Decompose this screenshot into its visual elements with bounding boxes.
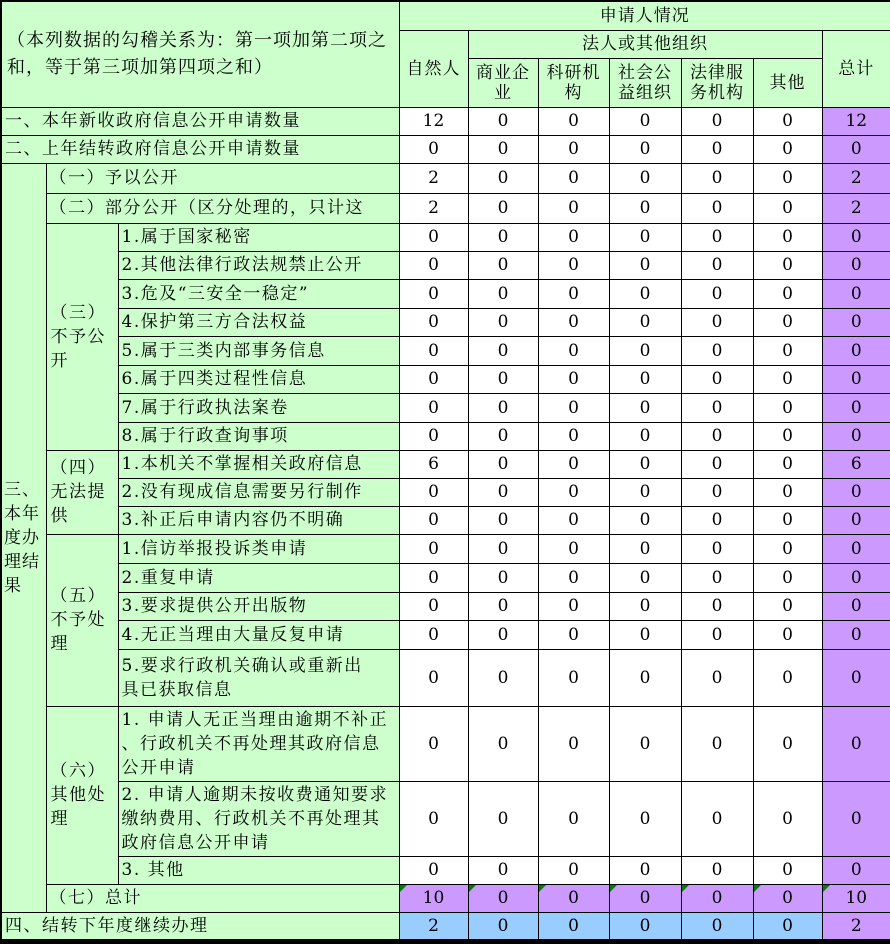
value-cell: 0 xyxy=(609,620,681,649)
header-legal-org: 法人或其他组织 xyxy=(468,30,822,58)
value-cell: 0 xyxy=(399,135,468,163)
value-cell: 0 xyxy=(753,563,822,592)
table-row xyxy=(1,193,890,223)
value-cell: 0 xyxy=(681,563,753,592)
value-cell: 0 xyxy=(468,223,538,251)
table-row xyxy=(1,706,890,781)
value-cell: 0 xyxy=(399,649,468,706)
value-cell: 0 xyxy=(753,365,822,393)
value-cell: 0 xyxy=(609,308,681,336)
value-cell: 0 xyxy=(538,107,609,135)
value-cell: 0 xyxy=(399,592,468,620)
value-cell: 0 xyxy=(753,620,822,649)
value-cell: 0 xyxy=(753,478,822,506)
row-item-label: 8.属于行政查询事项 xyxy=(118,422,399,450)
table-row xyxy=(1,279,890,308)
group-label: （四） 无法提 供 xyxy=(46,450,118,534)
total-cell: 0 xyxy=(822,135,890,163)
row-item-label: 6.属于四类过程性信息 xyxy=(118,365,399,393)
header-row-applicant xyxy=(1,1,890,30)
row-item-label: 3. 其他 xyxy=(118,856,399,884)
group-label: （五） 不予处 理 xyxy=(46,534,118,706)
value-cell: 0 xyxy=(538,279,609,308)
group-label: （六） 其他处 理 xyxy=(46,706,118,884)
value-cell: 0 xyxy=(681,450,753,478)
total-cell: 0 xyxy=(822,279,890,308)
table-row xyxy=(1,884,890,912)
group-label: （三） 不予公 开 xyxy=(46,223,118,450)
table-row xyxy=(1,620,890,649)
value-cell: 0 xyxy=(753,135,822,163)
value-cell: 0 xyxy=(681,856,753,884)
header-col-commercial-enterprise: 商业企业 xyxy=(468,58,538,107)
value-cell: 0 xyxy=(399,308,468,336)
value-cell: 0 xyxy=(609,135,681,163)
header-col-social-welfare-org: 社会公益组织 xyxy=(609,58,681,107)
total-cell: 10 xyxy=(822,884,890,912)
value-cell: 0 xyxy=(538,706,609,781)
total-cell: 6 xyxy=(822,450,890,478)
header-col-legal-service-org: 法律服务机构 xyxy=(681,58,753,107)
header-col-other: 其他 xyxy=(753,58,822,107)
value-cell: 0 xyxy=(538,781,609,856)
value-cell: 0 xyxy=(681,884,753,912)
value-cell: 0 xyxy=(753,649,822,706)
value-cell: 0 xyxy=(753,706,822,781)
value-cell: 0 xyxy=(399,781,468,856)
value-cell: 0 xyxy=(609,534,681,563)
value-cell: 0 xyxy=(538,592,609,620)
value-cell: 0 xyxy=(753,393,822,422)
value-cell: 0 xyxy=(681,251,753,279)
value-cell: 0 xyxy=(468,620,538,649)
total-cell: 0 xyxy=(822,649,890,706)
value-cell: 0 xyxy=(399,563,468,592)
value-cell: 0 xyxy=(468,279,538,308)
value-cell: 0 xyxy=(538,251,609,279)
value-cell: 0 xyxy=(468,365,538,393)
value-cell: 0 xyxy=(538,506,609,534)
value-cell: 0 xyxy=(399,279,468,308)
table-row xyxy=(1,649,890,706)
value-cell: 0 xyxy=(468,706,538,781)
table-row xyxy=(1,450,890,478)
value-cell: 0 xyxy=(681,279,753,308)
table-row xyxy=(1,478,890,506)
value-cell: 0 xyxy=(468,163,538,193)
value-cell: 0 xyxy=(399,393,468,422)
value-cell: 0 xyxy=(538,336,609,365)
row-item-label: 7.属于行政执法案卷 xyxy=(118,393,399,422)
value-cell: 0 xyxy=(609,336,681,365)
value-cell: 0 xyxy=(609,884,681,912)
value-cell: 0 xyxy=(538,393,609,422)
value-cell: 0 xyxy=(609,592,681,620)
value-cell: 0 xyxy=(468,336,538,365)
row-item-label: 1.信访举报投诉类申请 xyxy=(118,534,399,563)
row-item-label: 1. 申请人无正当理由逾期不补正 、行政机关不再处理其政府信息 公开申请 xyxy=(118,706,399,781)
value-cell: 0 xyxy=(468,478,538,506)
value-cell: 0 xyxy=(753,336,822,365)
table-row xyxy=(1,163,890,193)
value-cell: 0 xyxy=(468,912,538,941)
value-cell: 0 xyxy=(468,506,538,534)
value-cell: 0 xyxy=(538,163,609,193)
row-item-label: 4.保护第三方合法权益 xyxy=(118,308,399,336)
value-cell: 0 xyxy=(468,251,538,279)
value-cell: 0 xyxy=(609,393,681,422)
row-item-label: 3.补正后申请内容仍不明确 xyxy=(118,506,399,534)
row-item-label: 2.没有现成信息需要另行制作 xyxy=(118,478,399,506)
value-cell: 0 xyxy=(538,856,609,884)
value-cell: 0 xyxy=(399,336,468,365)
value-cell: 0 xyxy=(753,422,822,450)
value-cell: 0 xyxy=(468,884,538,912)
table-row xyxy=(1,422,890,450)
value-cell: 0 xyxy=(681,706,753,781)
table-row xyxy=(1,251,890,279)
total-cell: 2 xyxy=(822,912,890,941)
table-row xyxy=(1,534,890,563)
value-cell: 0 xyxy=(681,649,753,706)
value-cell: 0 xyxy=(681,506,753,534)
error-indicator-triangle-icon xyxy=(823,885,830,892)
value-cell: 0 xyxy=(538,193,609,223)
total-cell: 0 xyxy=(822,563,890,592)
value-cell: 0 xyxy=(538,912,609,941)
total-cell: 0 xyxy=(822,223,890,251)
value-cell: 0 xyxy=(681,534,753,563)
table-row xyxy=(1,912,890,941)
value-cell: 0 xyxy=(609,251,681,279)
total-cell: 2 xyxy=(822,193,890,223)
total-cell: 0 xyxy=(822,478,890,506)
row-item-label: 2. 申请人逾期未按收费通知要求 缴纳费用、行政机关不再处理其 政府信息公开申请 xyxy=(118,781,399,856)
row-item-label: 5.要求行政机关确认或重新出 具已获取信息 xyxy=(118,649,399,706)
table-row xyxy=(1,135,890,163)
value-cell: 6 xyxy=(399,450,468,478)
value-cell: 0 xyxy=(753,223,822,251)
value-cell: 0 xyxy=(538,649,609,706)
row-item-label: 2.重复申请 xyxy=(118,563,399,592)
value-cell: 10 xyxy=(399,884,468,912)
error-indicator-triangle-icon xyxy=(469,885,476,892)
value-cell: 0 xyxy=(399,478,468,506)
value-cell: 0 xyxy=(538,563,609,592)
table-row xyxy=(1,107,890,135)
header-natural-person: 自然人 xyxy=(399,30,468,107)
value-cell: 0 xyxy=(609,563,681,592)
value-cell: 0 xyxy=(753,163,822,193)
value-cell: 0 xyxy=(468,193,538,223)
header-applicant-situation: 申请人情况 xyxy=(399,1,890,30)
value-cell: 0 xyxy=(609,107,681,135)
value-cell: 12 xyxy=(399,107,468,135)
value-cell: 0 xyxy=(753,592,822,620)
value-cell: 0 xyxy=(399,534,468,563)
total-cell: 0 xyxy=(822,781,890,856)
total-cell: 0 xyxy=(822,365,890,393)
error-indicator-triangle-icon xyxy=(539,885,546,892)
total-cell: 0 xyxy=(822,534,890,563)
value-cell: 0 xyxy=(681,393,753,422)
value-cell: 0 xyxy=(468,450,538,478)
value-cell: 0 xyxy=(681,592,753,620)
row-item-label: 2.其他法律行政法规禁止公开 xyxy=(118,251,399,279)
row-item-label: 3.危及“三安全一稳定” xyxy=(118,279,399,308)
value-cell: 0 xyxy=(399,620,468,649)
header-total: 总计 xyxy=(822,30,890,107)
value-cell: 0 xyxy=(609,706,681,781)
value-cell: 0 xyxy=(538,422,609,450)
value-cell: 0 xyxy=(538,534,609,563)
value-cell: 0 xyxy=(609,365,681,393)
row-group-label-annual-results: 三、本年度办理结果 xyxy=(1,163,46,912)
value-cell: 0 xyxy=(753,781,822,856)
value-cell: 0 xyxy=(681,308,753,336)
value-cell: 0 xyxy=(399,422,468,450)
table-row xyxy=(1,308,890,336)
value-cell: 0 xyxy=(538,365,609,393)
value-cell: 0 xyxy=(681,781,753,856)
value-cell: 0 xyxy=(681,336,753,365)
value-cell: 0 xyxy=(681,912,753,941)
total-cell: 0 xyxy=(822,706,890,781)
value-cell: 0 xyxy=(753,107,822,135)
row-item-label: 3.要求提供公开出版物 xyxy=(118,592,399,620)
value-cell: 0 xyxy=(753,856,822,884)
error-indicator-triangle-icon xyxy=(610,885,617,892)
value-cell: 0 xyxy=(609,478,681,506)
value-cell: 0 xyxy=(468,563,538,592)
row-label: （七）总计 xyxy=(46,884,399,912)
value-cell: 0 xyxy=(468,592,538,620)
value-cell: 0 xyxy=(681,193,753,223)
value-cell: 0 xyxy=(538,620,609,649)
value-cell: 0 xyxy=(399,856,468,884)
total-cell: 0 xyxy=(822,422,890,450)
value-cell: 0 xyxy=(753,506,822,534)
table-row xyxy=(1,365,890,393)
value-cell: 0 xyxy=(468,107,538,135)
value-cell: 2 xyxy=(399,193,468,223)
value-cell: 0 xyxy=(609,193,681,223)
total-cell: 0 xyxy=(822,592,890,620)
row-item-label: 5.属于三类内部事务信息 xyxy=(118,336,399,365)
total-cell: 0 xyxy=(822,393,890,422)
value-cell: 0 xyxy=(468,781,538,856)
header-col-research-institution: 科研机构 xyxy=(538,58,609,107)
total-cell: 0 xyxy=(822,336,890,365)
error-indicator-triangle-icon xyxy=(400,885,407,892)
table-row xyxy=(1,592,890,620)
value-cell: 0 xyxy=(753,308,822,336)
value-cell: 0 xyxy=(609,912,681,941)
value-cell: 0 xyxy=(753,193,822,223)
value-cell: 0 xyxy=(681,478,753,506)
value-cell: 0 xyxy=(538,223,609,251)
table-row xyxy=(1,506,890,534)
value-cell: 0 xyxy=(609,506,681,534)
table-row xyxy=(1,393,890,422)
total-cell: 2 xyxy=(822,163,890,193)
value-cell: 0 xyxy=(399,251,468,279)
value-cell: 0 xyxy=(609,163,681,193)
value-cell: 0 xyxy=(399,506,468,534)
value-cell: 0 xyxy=(753,884,822,912)
value-cell: 0 xyxy=(468,856,538,884)
row-item-label: 1.属于国家秘密 xyxy=(118,223,399,251)
table-row xyxy=(1,781,890,856)
value-cell: 0 xyxy=(681,135,753,163)
total-cell: 0 xyxy=(822,308,890,336)
value-cell: 0 xyxy=(538,135,609,163)
value-cell: 0 xyxy=(681,163,753,193)
error-indicator-triangle-icon xyxy=(754,885,761,892)
total-cell: 0 xyxy=(822,506,890,534)
value-cell: 0 xyxy=(609,450,681,478)
error-indicator-triangle-icon xyxy=(682,885,689,892)
value-cell: 0 xyxy=(609,422,681,450)
value-cell: 0 xyxy=(609,649,681,706)
value-cell: 0 xyxy=(538,450,609,478)
value-cell: 0 xyxy=(468,393,538,422)
row-item-label: 4.无正当理由大量反复申请 xyxy=(118,620,399,649)
value-cell: 0 xyxy=(468,422,538,450)
value-cell: 2 xyxy=(399,163,468,193)
value-cell: 0 xyxy=(468,135,538,163)
value-cell: 0 xyxy=(681,422,753,450)
value-cell: 0 xyxy=(609,781,681,856)
value-cell: 0 xyxy=(399,706,468,781)
row-label: 一、本年新收政府信息公开申请数量 xyxy=(1,107,399,135)
table-row xyxy=(1,563,890,592)
value-cell: 2 xyxy=(399,912,468,941)
total-cell: 12 xyxy=(822,107,890,135)
total-cell: 0 xyxy=(822,620,890,649)
table-row xyxy=(1,856,890,884)
value-cell: 0 xyxy=(681,620,753,649)
value-cell: 0 xyxy=(538,308,609,336)
value-cell: 0 xyxy=(468,534,538,563)
value-cell: 0 xyxy=(399,365,468,393)
row-label: 四、结转下年度继续办理 xyxy=(1,912,399,941)
total-cell: 0 xyxy=(822,251,890,279)
value-cell: 0 xyxy=(399,223,468,251)
value-cell: 0 xyxy=(681,223,753,251)
value-cell: 0 xyxy=(753,450,822,478)
value-cell: 0 xyxy=(468,308,538,336)
total-cell: 0 xyxy=(822,856,890,884)
value-cell: 0 xyxy=(468,649,538,706)
row-label: 二、上年结转政府信息公开申请数量 xyxy=(1,135,399,163)
value-cell: 0 xyxy=(753,912,822,941)
note-cell: （本列数据的勾稽关系为：第一项加第二项之 和，等于第三项加第四项之和） xyxy=(1,1,399,107)
value-cell: 0 xyxy=(681,365,753,393)
value-cell: 0 xyxy=(609,279,681,308)
table-row xyxy=(1,223,890,251)
value-cell: 0 xyxy=(609,856,681,884)
row-item-label: 1.本机关不掌握相关政府信息 xyxy=(118,450,399,478)
value-cell: 0 xyxy=(753,534,822,563)
value-cell: 0 xyxy=(609,223,681,251)
value-cell: 0 xyxy=(681,107,753,135)
row-label: （二）部分公开（区分处理的，只计这 xyxy=(46,193,399,223)
table-row xyxy=(1,336,890,365)
value-cell: 0 xyxy=(753,279,822,308)
value-cell: 0 xyxy=(753,251,822,279)
value-cell: 0 xyxy=(538,478,609,506)
value-cell: 0 xyxy=(538,884,609,912)
row-label: （一）予以公开 xyxy=(46,163,399,193)
